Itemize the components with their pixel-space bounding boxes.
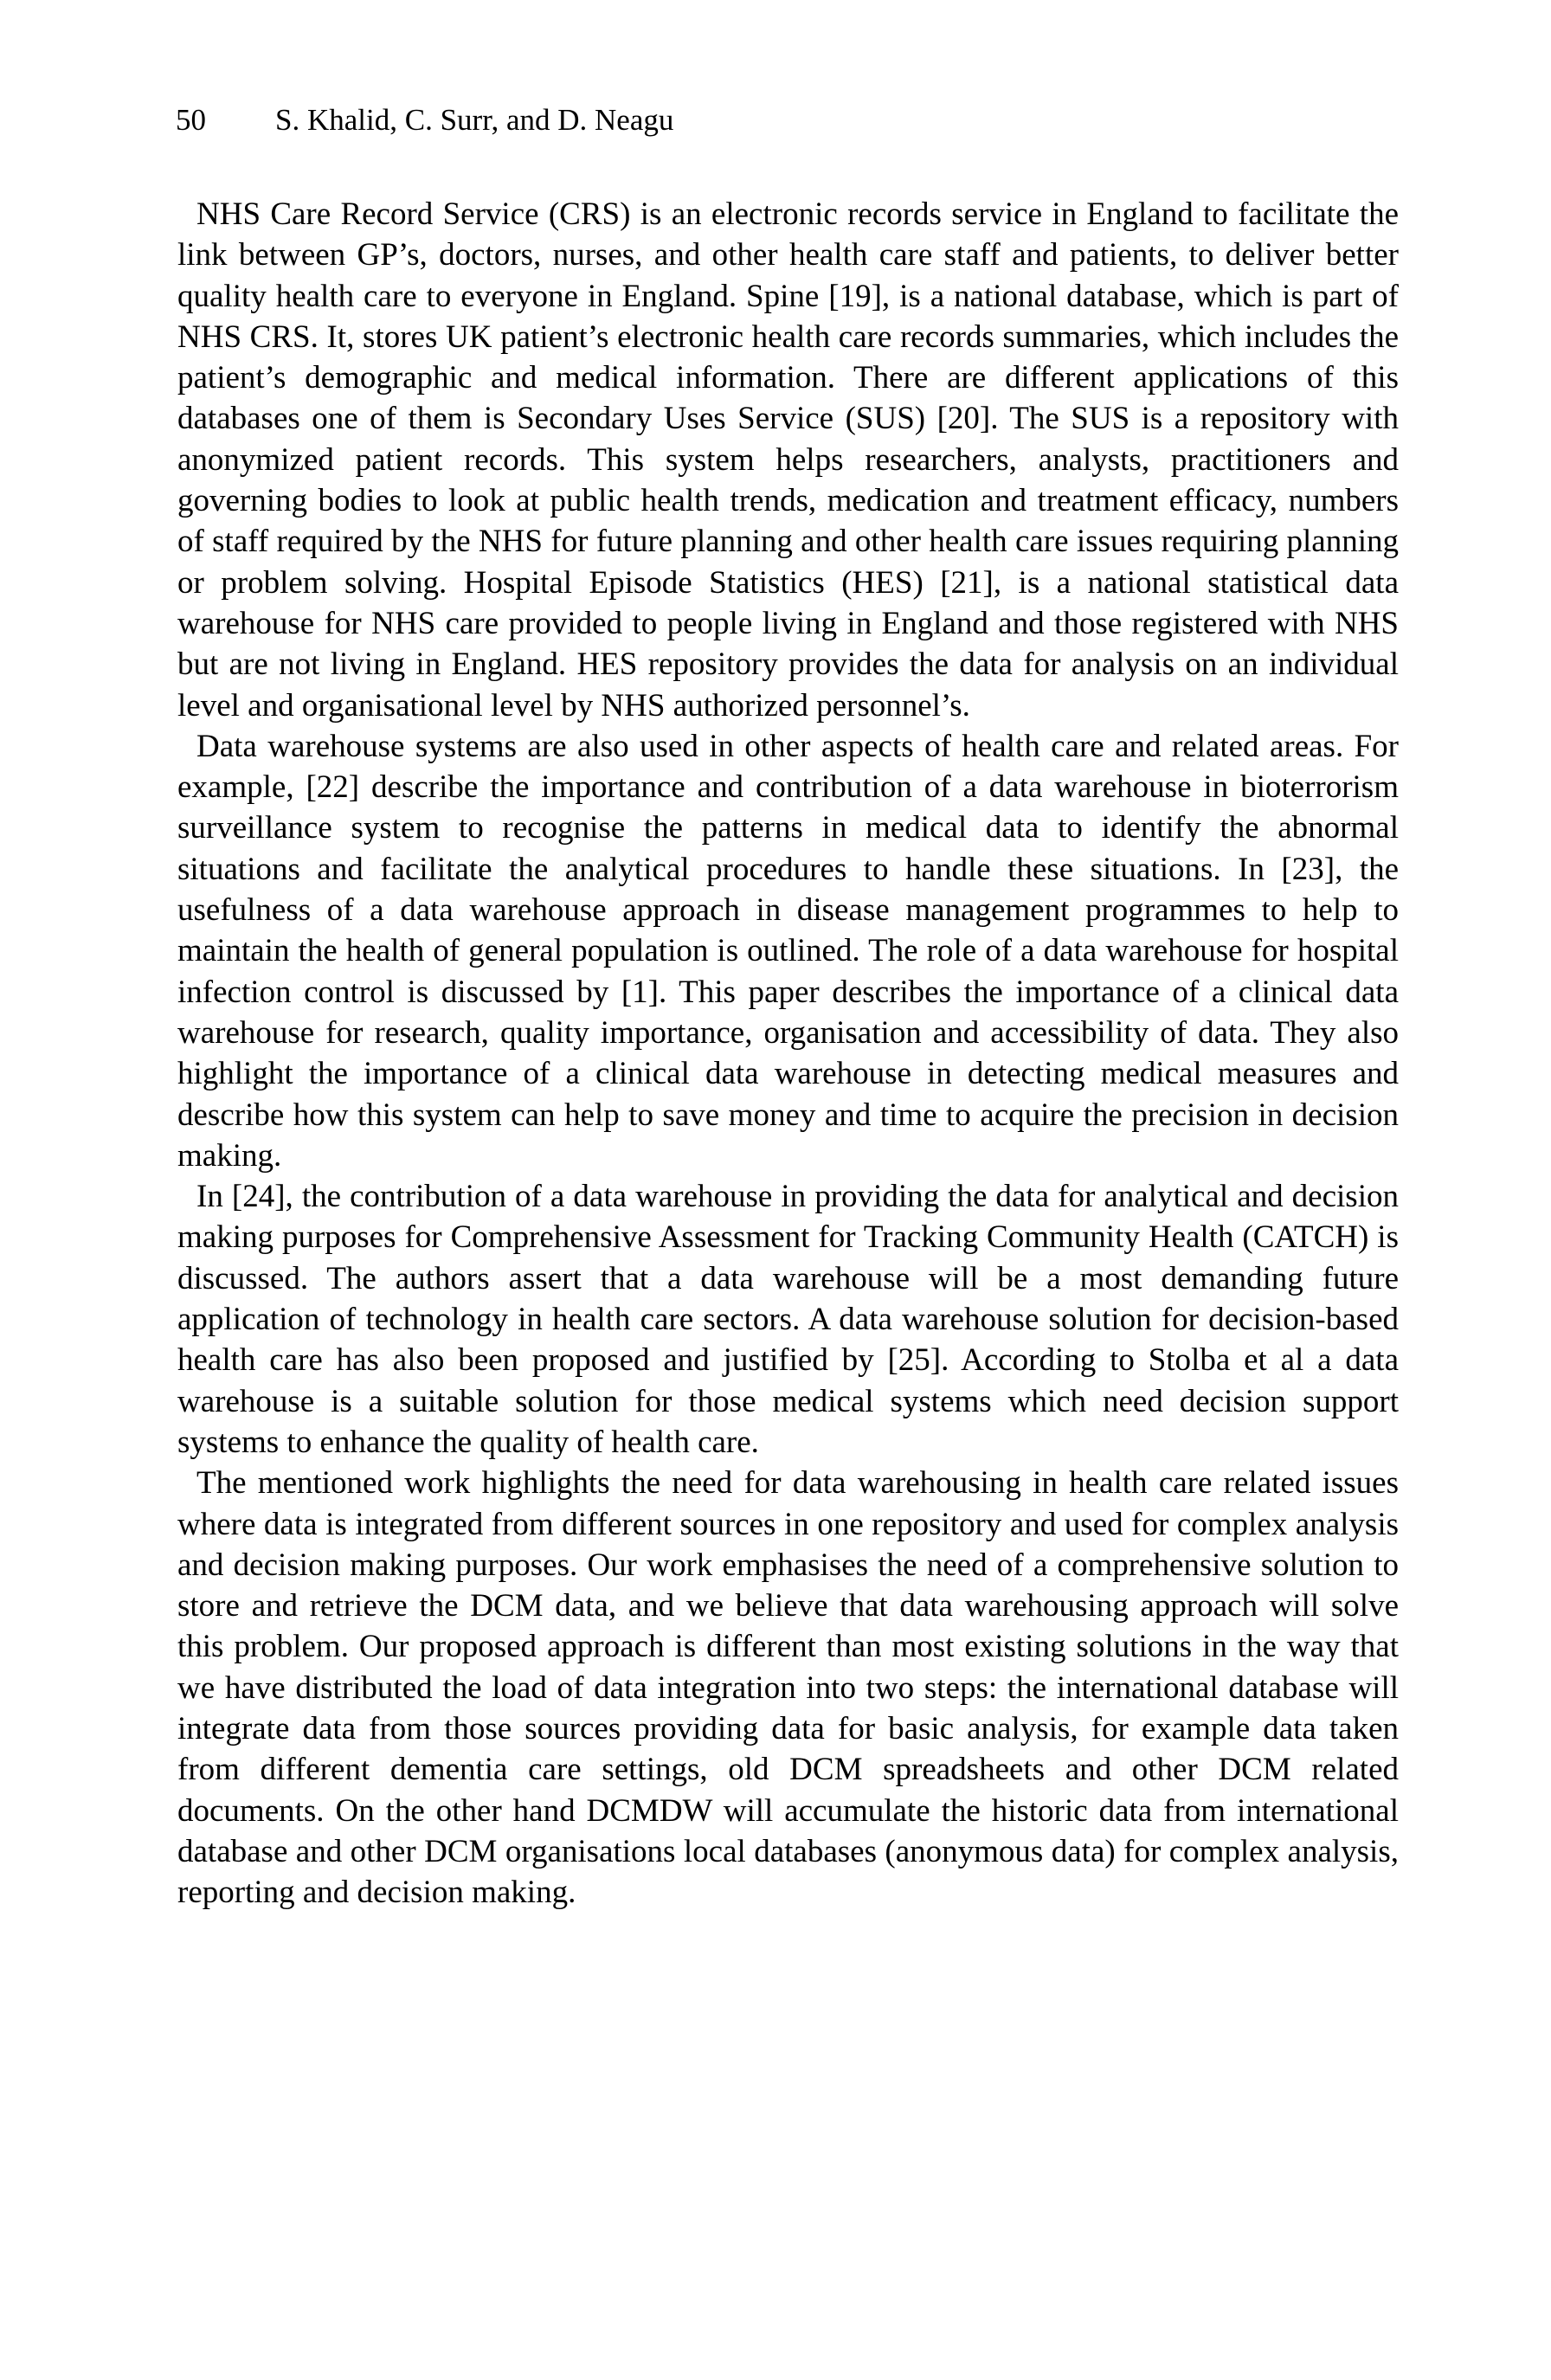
running-head	[176, 103, 673, 138]
body-text	[177, 194, 1399, 1913]
running-head-authors: S. Khalid, C. Surr, and D. Neagu	[275, 103, 674, 137]
paragraph-nhs-crs: NHS Care Record Service (CRS) is an electronic records service in England to facilitate the link between GP’s, doctors, nurses, and other health care staff and patients, to deliver better quality health care to everyone in England. Spine [19], is a national database, which is part of NHS CRS. It, stores UK patient’s electronic health care records summaries, which includes the patient’s demographic and medical information. There are different applications of this databases one of them is Secondary Uses Service (SUS) [20]. The SUS is a repository with anonymized patient records. This system helps researchers, analysts, practitioners and governing bodies to look at public health trends, medication and treatment efficacy, numbers of staff required by the NHS for future planning and other health care issues requiring planning or problem solving. Hospital Episode Statistics (HES) [21], is a national statistical data warehouse for NHS care provided to people living in England and those registered with NHS but are not living in England. HES repository provides the data for analysis on an individual level and organisational level by NHS authorized personnel’s.	[177, 196, 1399, 724]
paragraph-data-warehouse-health-care: Data warehouse systems are also used in other aspects of health care and related areas. For example, [22] describe the importance and contribution of a data warehouse in bioterrorism surveillance system to recognise the patterns in medical data to identify the abnormal situations and facilitate the analytical procedures to handle these situations. In [23], the usefulness of a data warehouse approach in disease management programmes to help to maintain the health of general population is outlined. The role of a data warehouse for hospital infection control is discussed by [1]. This paper describes the importance of a clinical data warehouse for research, quality importance, organisation and accessibility of data. They also highlight the importance of a clinical data warehouse in detecting medical measures and describe how this system can help to save money and time to acquire the precision in decision making.	[177, 728, 1399, 1174]
paragraph-catch-data-warehouse: In [24], the contribution of a data warehouse in providing the data for analytical and decision making purposes for Comprehensive Assessment for Tracking Community Health (CATCH) is discussed. The authors assert that a data warehouse will be a most demanding future application of technology in health care sectors. A data warehouse solution for decision-based health care has also been proposed and justified by [25]. According to Stolba et al a data warehouse is a suitable solution for those medical systems which need decision support systems to enhance the quality of health care.	[177, 1179, 1399, 1460]
page-number: 50	[176, 103, 206, 137]
paragraph-proposed-approach: The mentioned work highlights the need for data warehousing in health care related issues where data is integrated from different sources in one repository and used for complex analysis and decision making purposes. Our work emphasises the need of a comprehensive solution to store and retrieve the DCM data, and we believe that data warehousing approach will solve this problem. Our proposed approach is different than most existing solutions in the way that we have distributed the load of data integration into two steps: the international database will integrate data from those sources providing data for basic analysis, for example data taken from different dementia care settings, old DCM spreadsheets and other DCM related documents. On the other hand DCMDW will accumulate the historic data from international database and other DCM organisations local databases (anonymous data) for complex analysis, reporting and decision making.	[177, 1465, 1399, 1911]
